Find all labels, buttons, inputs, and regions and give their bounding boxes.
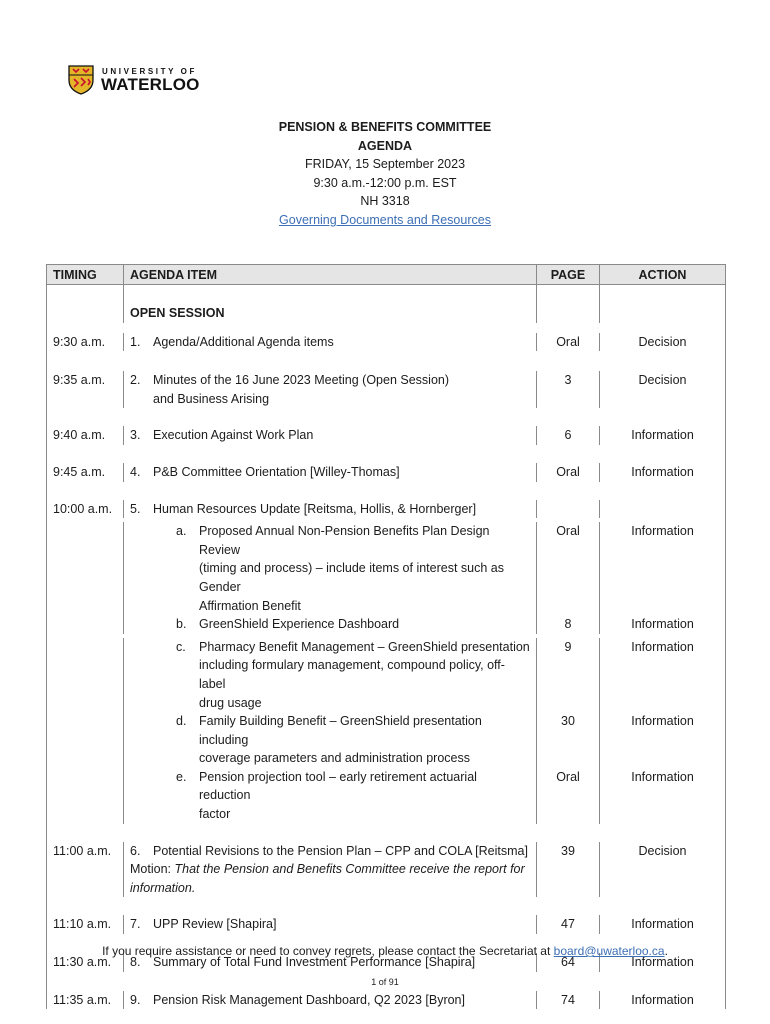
logo-top-text: UNIVERSITY OF [102,67,197,76]
table-header-row [47,265,726,285]
footer-period: . [664,944,668,958]
sub-item-row: a. Proposed Annual Non-Pension Benefits Plan Design Review (timing and process) – include items of interest such as Gender Affirmation Benefit Oral Information [47,522,726,615]
row-action: Information [600,953,726,972]
agenda-table [46,264,726,1009]
row-time: 9:35 a.m. [47,371,124,408]
university-logo [68,64,208,98]
row-time: 9:40 a.m. [47,426,124,445]
row-action: Information [600,768,726,824]
row-action: Information [600,463,726,482]
row-time: 11:30 a.m. [47,953,124,972]
row-action: Information [600,991,726,1010]
row-action: Information [600,426,726,445]
row-page: 47 [537,915,600,934]
row-page: 64 [537,953,600,972]
row-time: 11:10 a.m. [47,915,124,934]
row-time: 9:45 a.m. [47,463,124,482]
row-page: 3 [537,371,600,408]
header-agenda-item: AGENDA ITEM [124,265,537,285]
logo-main-text: WATERLOO [101,75,200,94]
row-action: Information [600,915,726,934]
row-page: 8 [537,615,600,634]
governing-documents-link[interactable]: Governing Documents and Resources [279,212,491,227]
header-timing: TIMING [47,265,124,285]
row-item: 7. UPP Review [Shapira] [124,915,537,934]
agenda-title: AGENDA [357,138,413,153]
row-page: Oral [537,768,600,824]
meeting-date: FRIDAY, 15 September 2023 [304,157,466,172]
row-action: Information [600,522,726,615]
row-action: Information [600,712,726,768]
crest-icon [68,65,94,95]
row-item: 5. Human Resources Update [Reitsma, Hollis, & Hornberger] [124,500,537,519]
meeting-room: NH 3318 [360,194,410,209]
footer-text: If you require assistance or need to convey regrets, please contact the Secretariat at [102,944,551,958]
row-item: 9. Pension Risk Management Dashboard, Q2 2023 [Byron] [124,991,537,1010]
row-item: 6. Potential Revisions to the Pension Plan – CPP and COLA [Reitsma] Motion: That the Pension and Benefits Committee receive the report for information. [124,842,537,898]
row-item: 4. P&B Committee Orientation [Willey-Thomas] [124,463,537,482]
row-page: Oral [537,522,600,615]
row-item: 3. Execution Against Work Plan [124,426,537,445]
row-time: 10:00 a.m. [47,500,124,519]
sub-item-row: b. GreenShield Experience Dashboard 8 Information [47,615,726,634]
row-action: Decision [600,842,726,898]
row-action: Information [600,615,726,634]
row-time: 11:00 a.m. [47,842,124,898]
sub-item-row: d. Family Building Benefit – GreenShield presentation including coverage parameters and administration process 30 Information [47,712,726,768]
row-action: Information [600,638,726,712]
sub-item-row: c. Pharmacy Benefit Management – GreenShield presentation including formulary management, compound policy, off-label drug usage 9 Information [47,638,726,712]
header-action: ACTION [600,265,726,285]
table-row [47,915,726,934]
sub-item-row: e. Pension projection tool – early retirement actuarial reduction factor Oral Information [47,768,726,824]
row-action: Decision [600,333,726,352]
table-row [47,333,726,352]
table-row [47,463,726,482]
row-item: 2. Minutes of the 16 June 2023 Meeting (Open Session) and Business Arising [124,371,537,408]
row-page: Oral [537,333,600,352]
row-page: 6 [537,426,600,445]
agenda-header [0,118,770,230]
page-number: 1 of 91 [371,977,399,987]
table-row [47,842,726,898]
table-row [47,371,726,408]
open-session-label: OPEN SESSION [130,306,225,320]
row-time: 11:35 a.m. [47,991,124,1010]
table-row [47,426,726,445]
row-time: 9:30 a.m. [47,333,124,352]
row-page: 30 [537,712,600,768]
row-page: 74 [537,991,600,1010]
table-row [47,500,726,519]
row-item: 8. Summary of Total Fund Investment Performance [Shapira] [124,953,537,972]
secretariat-email-link[interactable]: board@uwaterloo.ca [553,944,665,958]
open-session-row [47,285,726,323]
row-item: 1. Agenda/Additional Agenda items [124,333,537,352]
row-page: Oral [537,463,600,482]
meeting-time: 9:30 a.m.-12:00 p.m. EST [313,175,457,190]
motion-text: Motion: That the Pension and Benefits Committee receive the report for [130,862,525,877]
row-page: 9 [537,638,600,712]
row-page: 39 [537,842,600,898]
committee-title: PENSION & BENEFITS COMMITTEE [278,120,492,134]
header-page: PAGE [537,265,600,285]
row-action: Decision [600,371,726,408]
table-row [47,991,726,1010]
footer-note [0,944,770,958]
